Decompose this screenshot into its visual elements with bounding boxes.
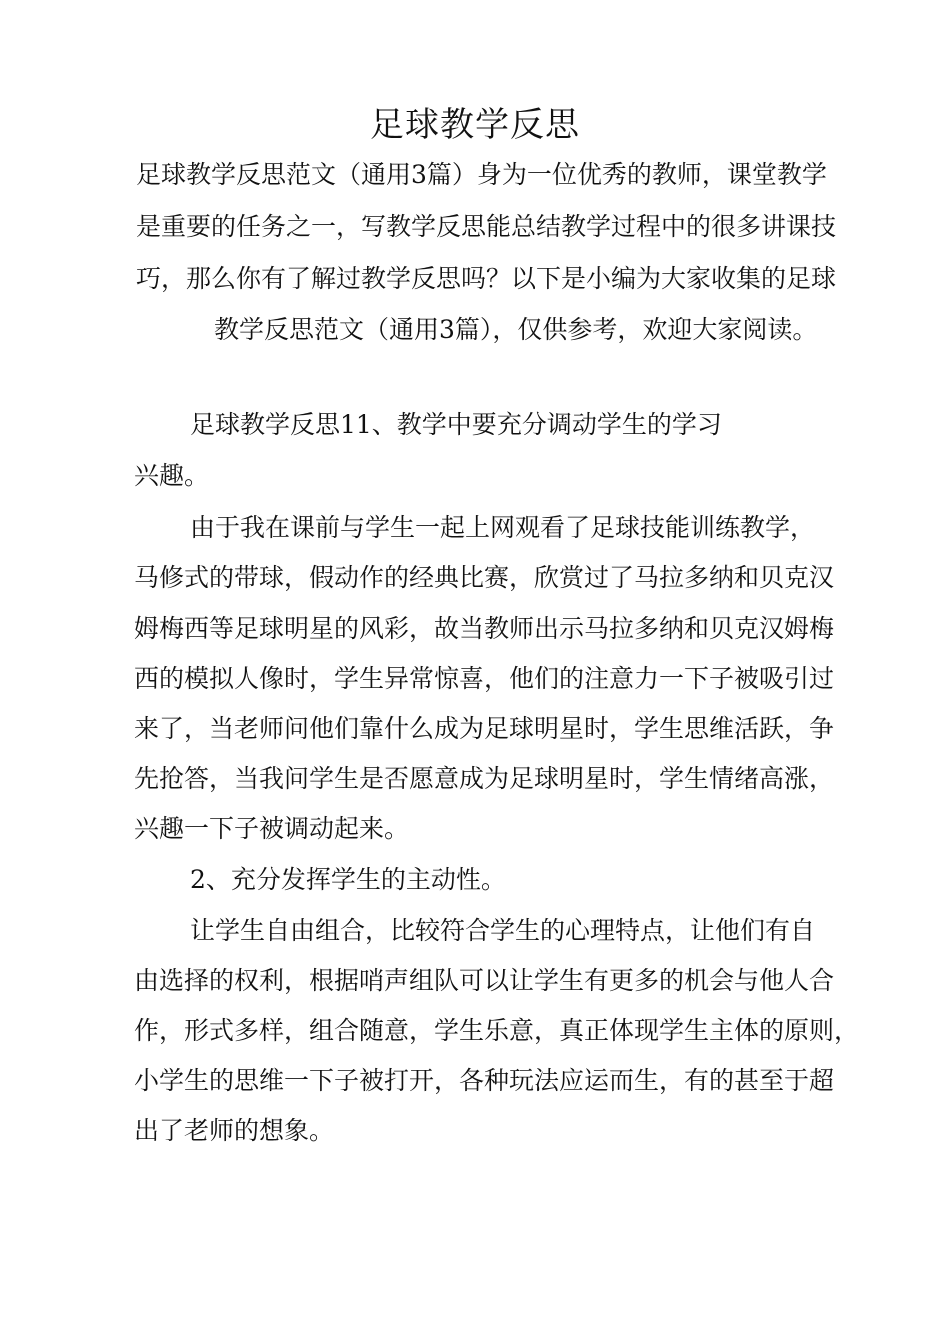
intro-line-4: 教学反思范文（通用3篇），仅供参考，欢迎大家阅读。 bbox=[214, 315, 818, 344]
body-line-1: 足球教学反思11、教学中要充分调动学生的学习 bbox=[190, 410, 722, 439]
body-line-13: 作，形式多样，组合随意，学生乐意，真正体现学生主体的原则， bbox=[134, 1016, 860, 1045]
body-line-6: 西的模拟人像时，学生异常惊喜，他们的注意力一下子被吸引过 bbox=[134, 664, 835, 693]
intro-line-2: 是重要的任务之一，写教学反思能总结教学过程中的很多讲课技 bbox=[136, 212, 837, 241]
body-line-14: 小学生的思维一下子被打开，各种玩法应运而生，有的甚至于超 bbox=[134, 1066, 835, 1095]
intro-line-1: 足球教学反思范文（通用3篇）身为一位优秀的教师，课堂教学 bbox=[136, 160, 827, 189]
body-line-8: 先抢答，当我问学生是否愿意成为足球明星时，学生情绪高涨， bbox=[134, 764, 835, 793]
body-line-10: 2、充分发挥学生的主动性。 bbox=[190, 865, 506, 894]
body-line-7: 来了，当老师问他们靠什么成为足球明星时，学生思维活跃，争 bbox=[134, 714, 835, 743]
body-line-4: 马修式的带球，假动作的经典比赛，欣赏过了马拉多纳和贝克汉 bbox=[134, 563, 835, 592]
body-line-11: 让学生自由组合，比较符合学生的心理特点，让他们有自 bbox=[190, 916, 816, 945]
body-line-2: 兴趣。 bbox=[134, 461, 210, 490]
body-line-12: 由选择的权利，根据哨声组队可以让学生有更多的机会与他人合 bbox=[134, 966, 835, 995]
document-title: 足球教学反思 bbox=[370, 105, 580, 145]
body-line-9: 兴趣一下子被调动起来。 bbox=[134, 814, 410, 843]
body-line-3: 由于我在课前与学生一起上网观看了足球技能训练教学， bbox=[190, 513, 816, 542]
body-line-15: 出了老师的想象。 bbox=[134, 1116, 335, 1145]
body-line-5: 姆梅西等足球明星的风彩，故当教师出示马拉多纳和贝克汉姆梅 bbox=[134, 614, 835, 643]
intro-line-3: 巧，那么你有了解过教学反思吗？以下是小编为大家收集的足球 bbox=[136, 264, 837, 293]
